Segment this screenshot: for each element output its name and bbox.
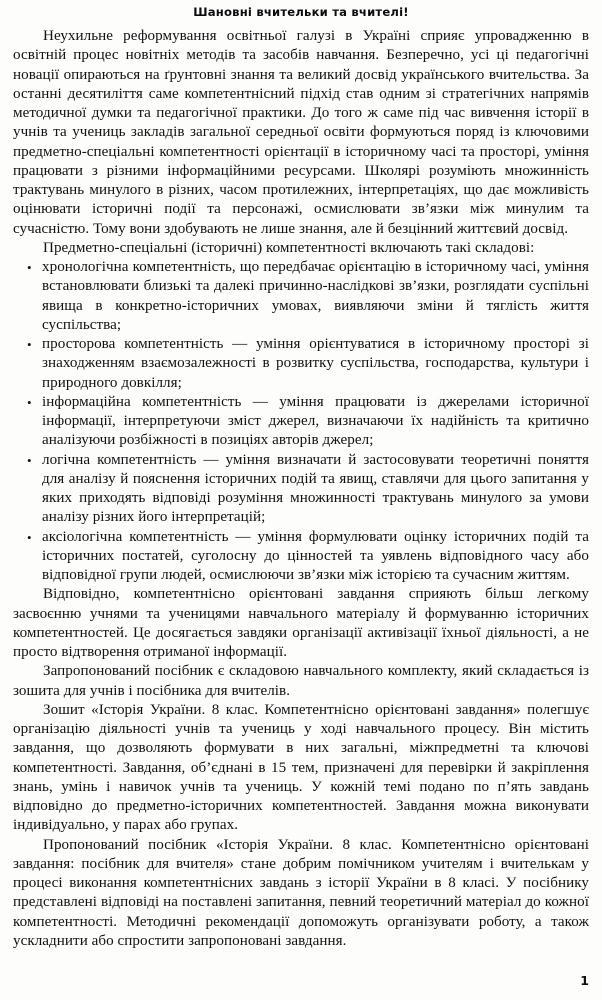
bullet-icon: •	[27, 260, 32, 275]
paragraph-task-benefits: Відповідно, компетентнісно орієнтовані завдання сприяють більш легкому засвоєнню учнями та ученицями навчального матеріалу й формуванню історичних компетентностей. Це досягається завдяки організації активізації їхньої діяльності, а не просто відтворення отриманої інформації.	[13, 586, 589, 660]
competency-list	[13, 258, 589, 585]
bullet-icon: •	[27, 337, 32, 352]
list-item	[13, 258, 589, 335]
paragraph-manual-composition: Запропонований посібник є складовою навчального комплекту, який складається із зошита для учнів і посібника для вчителів.	[13, 663, 589, 699]
list-item-text: хронологічна компетентність, що передбачає орієнтацію в історичному часі, уміння встановлювати близькі та далекі причинно-наслідкові зв’язки, розглядати суспільні явища в конкретно-історичних умовах, виявляючи зміни й тяглість життя суспільства;	[42, 259, 589, 333]
document-body	[13, 0, 589, 951]
list-item	[13, 393, 589, 451]
bullet-icon: •	[27, 529, 32, 545]
list-item	[13, 528, 589, 586]
paragraph-workbook-description: Зошит «Історія України. 8 клас. Компетентнісно орієнтовані завдання» полегшує організацію діяльності учнів та учениць у ході навчального процесу. Він містить завдання, що дозволяють формувати в них загальні, міжпредметні та ключові компетентності. Завдання, об’єднані в 15 тем, призначені для перевірки й закріплення знань, умінь і навичок учнів та учениць. У кожній темі подано по п’ять завдань відповідно до предметно-історичних компетентностей. Завдання можна виконувати індивідуально, у парах або групах.	[13, 701, 589, 834]
list-item-text: просторова компетентність — уміння орієнтуватися в історичному просторі зі знаходженням взаємозалежності в розвитку суспільства, господарства, культури і природного довкілля;	[42, 336, 589, 391]
page-title: Шановні вчительки та вчителі!	[193, 5, 409, 19]
paragraph-intro: Неухильне реформування освітньої галузі в Україні сприяє упровадженню в освітній процес новітніх методів та засобів навчання. Безперечно, усі ці педагогічні новації опираються на ґрунтовні знання та великий досвід українського вчительства. За останні десятиліття саме компетентнісний підхід став одним зі стратегічних напрямів методичної думки та педагогічної практики. До того ж саме під час вивчення історії в учнів та учениць закладів загальної середньої освіти формуються поряд із ключовими предметно-спеціальні компетентності орієнтації в історичному часі та просторі, уміння працювати з різними інформаційними ресурсами. Школярі розуміють множинність трактувань минулого в різних, часом протилежних, інтерпретаціях, що дає можливість оцінювати історичні події та персонажі, осмислювати зв’язки між минулим та сучасністю. Тому вони здобувають не лише знання, але й безцінний життєвий досвід.	[13, 28, 589, 237]
list-item-text: аксіологічна компетентність — уміння формулювати оцінку історичних подій та історичних постатей, суголосну до цінностей та уявлень відповідного часу або відповідної групи людей, осмислюючи зв’язки між історією та сучасним життям.	[42, 528, 589, 583]
list-item-text: логічна компетентність — уміння визначати й застосовувати теоретичні поняття для аналізу й пояснення історичних подій та явищ, ставлячи для цього запитання у яких приходять відповіді розуміння множинності трактувань минулого за умови аналізу різних його інтерпретацій;	[42, 451, 589, 526]
list-item	[13, 451, 589, 528]
bullet-icon: •	[27, 452, 32, 468]
page-number: 1	[580, 973, 589, 988]
list-item-text: інформаційна компетентність — уміння працювати із джерелами історичної інформації, інтерпретуючи зміст джерел, визначаючи їх надійність та критично аналізуючи розбіжності в позиціях авторів джерел;	[42, 393, 589, 449]
paragraph-competency-intro: Предметно-спеціальні (історичні) компетентності включають такі складові:	[43, 239, 535, 256]
bullet-icon: •	[27, 394, 32, 410]
list-item	[13, 335, 589, 393]
paragraph-teacher-manual-description: Пропонований посібник «Історія України. 8 клас. Компетентнісно орієнтовані завдання: посібник для вчителя» стане добрим помічником учителям і вчителькам у процесі виконання компетентнісних завдань з історії України в 8 класі. У посібнику представлені відповіді на поставлені запитання, певний теоретичний матеріал до кожної компетентності. Методичні рекомендації допоможуть організувати роботу, а також ускладнити або спростити запропоновані завдання.	[13, 836, 589, 949]
